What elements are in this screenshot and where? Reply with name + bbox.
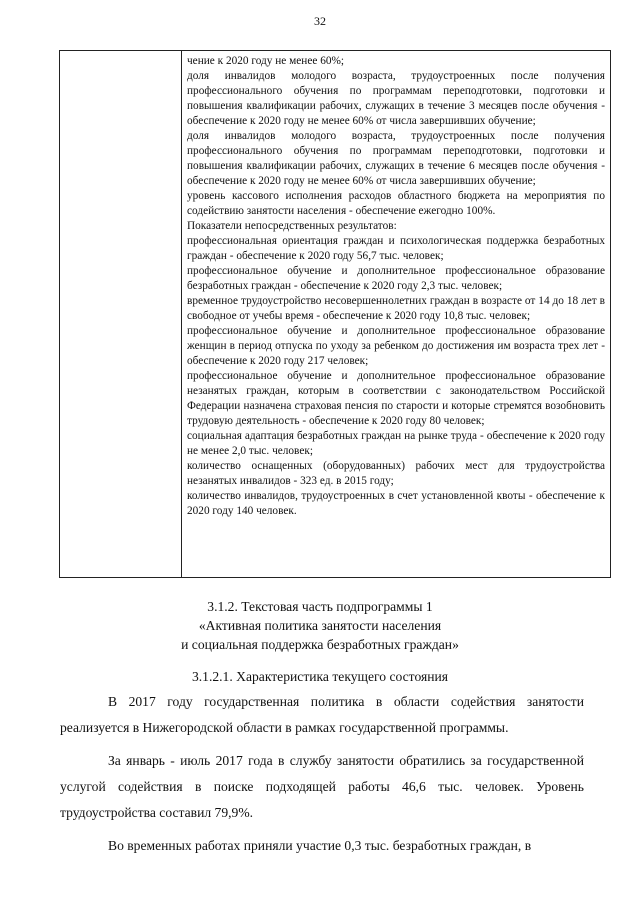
paragraph: За январь - июль 2017 года в службу занятости обратились за государственной услугой содействия в поиске подходящей работы 46,6 тыс. человек. Уровень трудоустройства составил 79,9%. bbox=[60, 753, 584, 820]
table-cell-paragraph: доля инвалидов молодого возраста, трудоустроенных после получения профессионального обучения по программам переподготовки, подготовки и повышения квалификации рабочих, служащих в течение 6 месяцев после обучения - обеспечение к 2020 году не менее 60% от числа завершивших обучение; bbox=[187, 130, 605, 187]
table-cell-indicators bbox=[187, 54, 605, 519]
paragraph: Во временных работах приняли участие 0,3 тыс. безработных граждан, в bbox=[108, 838, 532, 853]
section-title-line: и социальная поддержка безработных граждан» bbox=[181, 637, 459, 652]
table-cell-paragraph: уровень кассового исполнения расходов областного бюджета на мероприятия по содействию занятости населения - обеспечение ежегодно 100%. bbox=[187, 190, 605, 217]
table-cell-paragraph: профессиональное обучение и дополнительное профессиональное образование женщин в период отпуска по уходу за ребенком до достижения им возраста трех лет - обеспечение к 2020 году 217 человек; bbox=[187, 325, 605, 367]
table-cell-paragraph: количество оснащенных (оборудованных) рабочих мест для трудоустройства незанятых инвалидов - 323 ед. в 2015 году; bbox=[187, 460, 605, 487]
table-cell-paragraph: временное трудоустройство несовершеннолетних граждан в возрасте от 14 до 18 лет в свободное от учебы время - обеспечение к 2020 году 10,8 тыс. человек; bbox=[187, 295, 605, 322]
indicators-table bbox=[59, 50, 611, 578]
table-cell-paragraph: профессиональное обучение и дополнительное профессиональное образование незанятых граждан, которым в соответствии с законодательством Российской Федерации назначена страховая пенсия по старости и которые стремятся возобновить трудовую деятельность - обеспечение к 2020 году 80 человек; bbox=[187, 370, 605, 427]
page-number: 32 bbox=[314, 14, 326, 28]
section-title-line: «Активная политика занятости населения bbox=[198, 618, 442, 633]
paragraph: В 2017 году государственная политика в области содействия занятости реализуется в Нижегородской области в рамках государственной программы. bbox=[60, 694, 584, 735]
section-title-line: 3.1.2. Текстовая часть подпрограммы 1 bbox=[207, 599, 433, 614]
section-title bbox=[0, 597, 640, 654]
table-cell-paragraph: профессиональная ориентация граждан и психологическая поддержка безработных граждан - обеспечение к 2020 году 56,7 тыс. человек; bbox=[187, 235, 605, 262]
section-subtitle: 3.1.2.1. Характеристика текущего состояния bbox=[191, 669, 449, 684]
table-cell-paragraph: количество инвалидов, трудоустроенных в счет установленной квоты - обеспечение к 2020 году 140 человек. bbox=[187, 490, 605, 517]
table-cell-paragraph: социальная адаптация безработных граждан на рынке труда - обеспечение к 2020 году не менее 2,0 тыс. человек; bbox=[187, 430, 605, 457]
table-cell-paragraph: Показатели непосредственных результатов: bbox=[187, 220, 397, 232]
body-text bbox=[60, 689, 584, 859]
table-cell-paragraph: профессиональное обучение и дополнительное профессиональное образование безработных граждан - обеспечение к 2020 году 2,3 тыс. человек; bbox=[187, 265, 605, 292]
table-cell-paragraph: доля инвалидов молодого возраста, трудоустроенных после получения профессионального обучения по программам переподготовки, подготовки и повышения квалификации рабочих, служащих в течение 3 месяцев после обучения - обеспечение к 2020 году не менее 60% от числа завершивших обучение; bbox=[187, 70, 605, 127]
table-cell-paragraph: чение к 2020 году не менее 60%; bbox=[187, 55, 345, 67]
table-column-divider bbox=[181, 51, 182, 577]
